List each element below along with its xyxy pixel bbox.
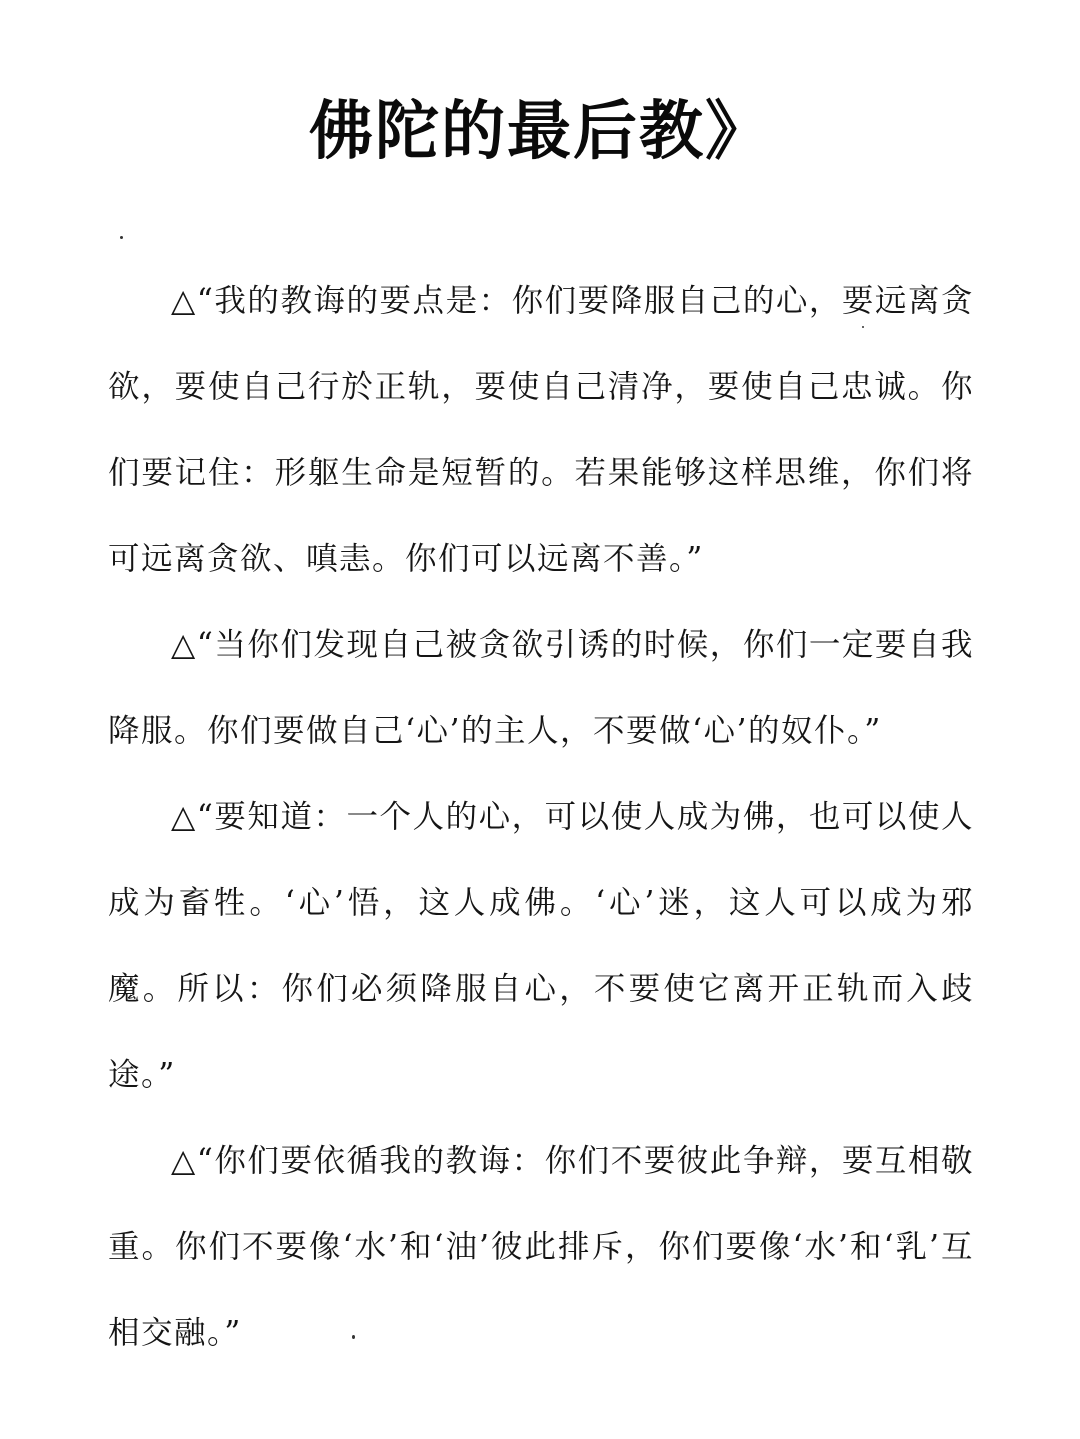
paragraph-4: △“你们要依循我的教诲：你们不要彼此争辩，要互相敬重。你们不要像‘水’和‘油’彼此排斥，你们要像‘水’和‘乳’互相交融。” <box>108 1143 974 1351</box>
scan-speck <box>862 326 864 328</box>
paragraph-1: △“我的教诲的要点是：你们要降服自己的心，要远离贪欲，要使自己行於正轨，要使自己清净，要使自己忠诚。你们要记住：形躯生命是短暂的。若果能够这样思维，你们将可远离贪欲、嗔恚。你们可以远离不善。” <box>108 283 974 577</box>
paragraph-3: △“要知道：一个人的心，可以使人成为佛，也可以使人成为畜牲。‘心’悟，这人成佛。‘心’迷，这人可以成为邪魔。所以：你们必须降服自心，不要使它离开正轨而入歧途。” <box>108 799 974 1093</box>
scan-speck <box>352 1335 355 1339</box>
paragraph-2: △“当你们发现自己被贪欲引诱的时候，你们一定要自我降服。你们要做自己‘心’的主人，不要做‘心’的奴仆。” <box>108 627 974 749</box>
body-text <box>108 258 974 1376</box>
page-title: 佛陀的最后教》 <box>309 95 771 169</box>
scan-speck <box>120 236 123 239</box>
